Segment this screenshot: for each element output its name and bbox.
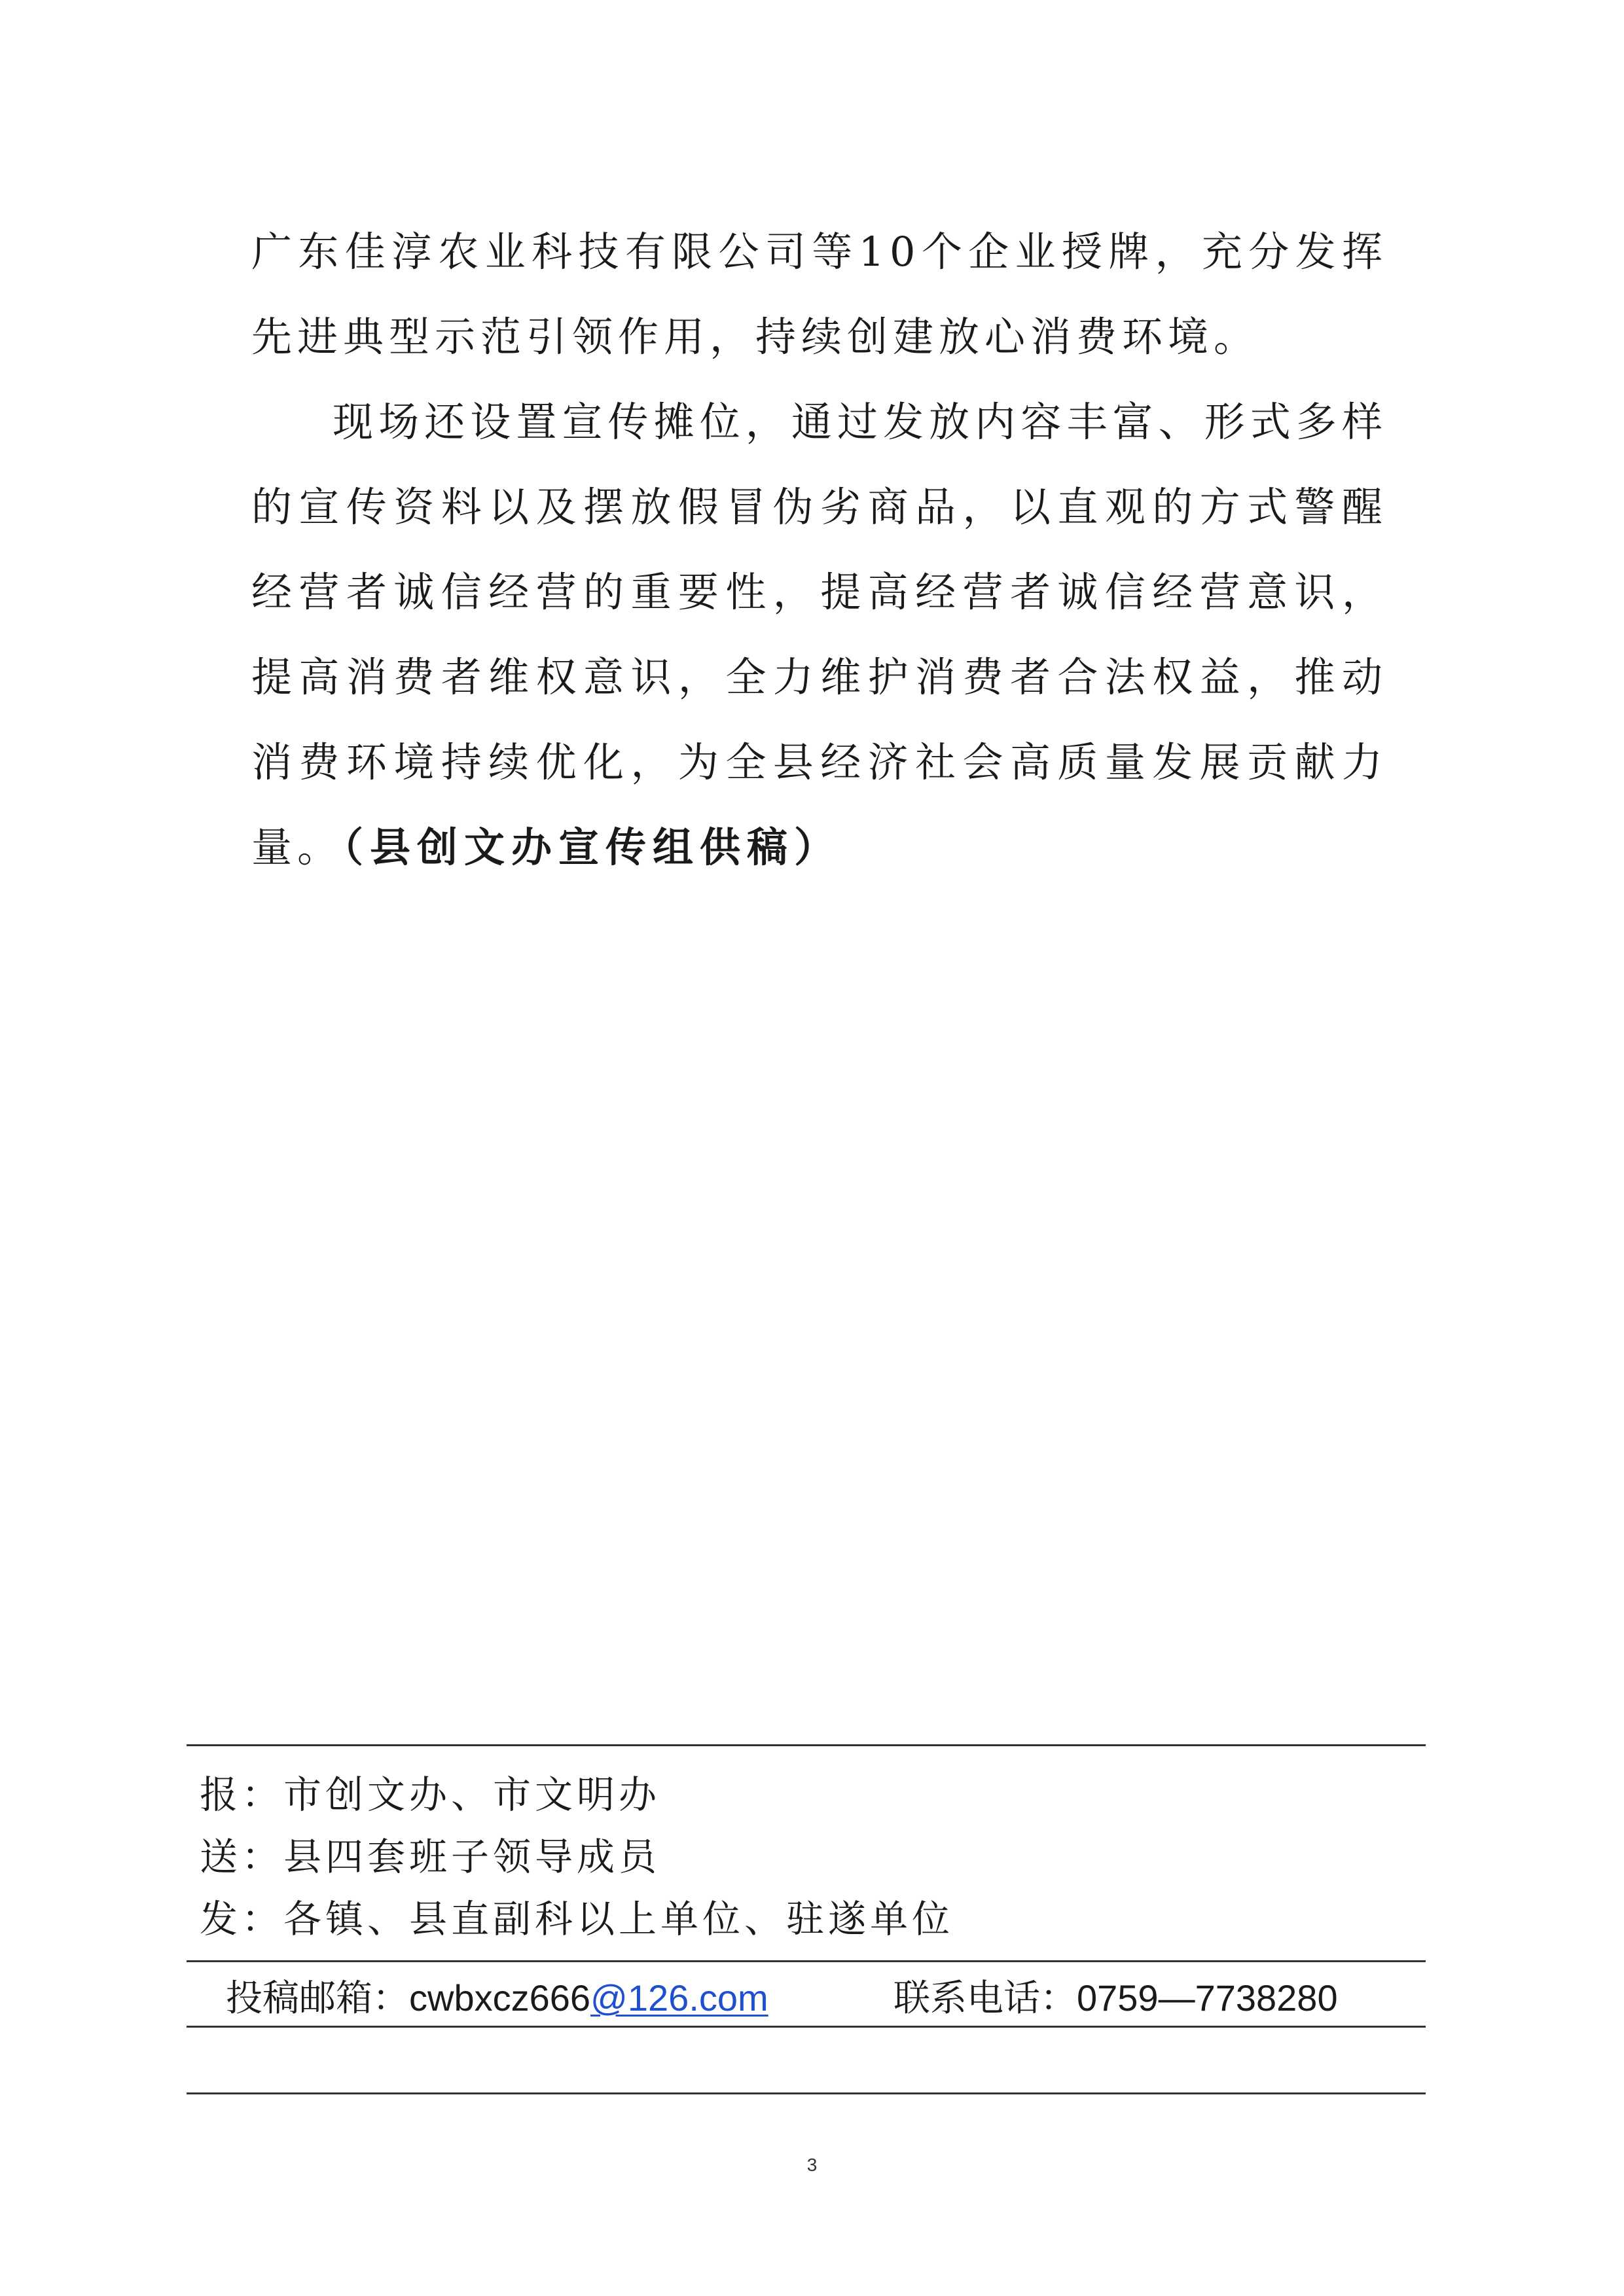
article-paragraph-2-text: 现场还设置宣传摊位，通过发放内容丰富、形式多样的宣传资料以及摆放假冒伪劣商品，以直观的方式警醒经营者诚信经营的重要性，提高经营者诚信经营意识，提高消费者维权意识，全力维护消费者合法权益，推动消费环境持续优化，为全县经济社会高质量发展贡献力量。 — [251, 398, 1388, 871]
submission-email — [226, 1973, 768, 2022]
article-credit: （县创文办宣传组供稿） — [343, 823, 842, 871]
divider-top — [187, 1744, 1426, 1746]
article-paragraph-2 — [251, 380, 1388, 890]
distribution-issue: 发：各镇、县直副科以上单位、驻遂单位 — [200, 1897, 954, 1941]
divider-middle — [187, 1960, 1426, 1962]
phone-number: 0759—7738280 — [1077, 1977, 1338, 2018]
distribution-send: 送：县四套班子领导成员 — [200, 1835, 661, 1879]
phone-label: 联系电话： — [893, 1977, 1077, 2018]
divider-lower — [187, 2026, 1426, 2028]
contact-phone — [893, 1973, 1338, 2022]
email-link[interactable]: @126.com — [590, 1977, 768, 2018]
email-label: 投稿邮箱： — [226, 1977, 409, 2018]
article-body — [251, 209, 1388, 890]
email-user: cwbxcz666 — [409, 1977, 591, 2018]
page-number: 3 — [806, 2155, 818, 2175]
article-paragraph-1: 广东佳淳农业科技有限公司等10个企业授牌，充分发挥先进典型示范引领作用，持续创建放心消费环境。 — [251, 228, 1388, 361]
distribution-report: 报：市创文办、市文明办 — [200, 1772, 661, 1817]
divider-bottom — [187, 2092, 1426, 2094]
